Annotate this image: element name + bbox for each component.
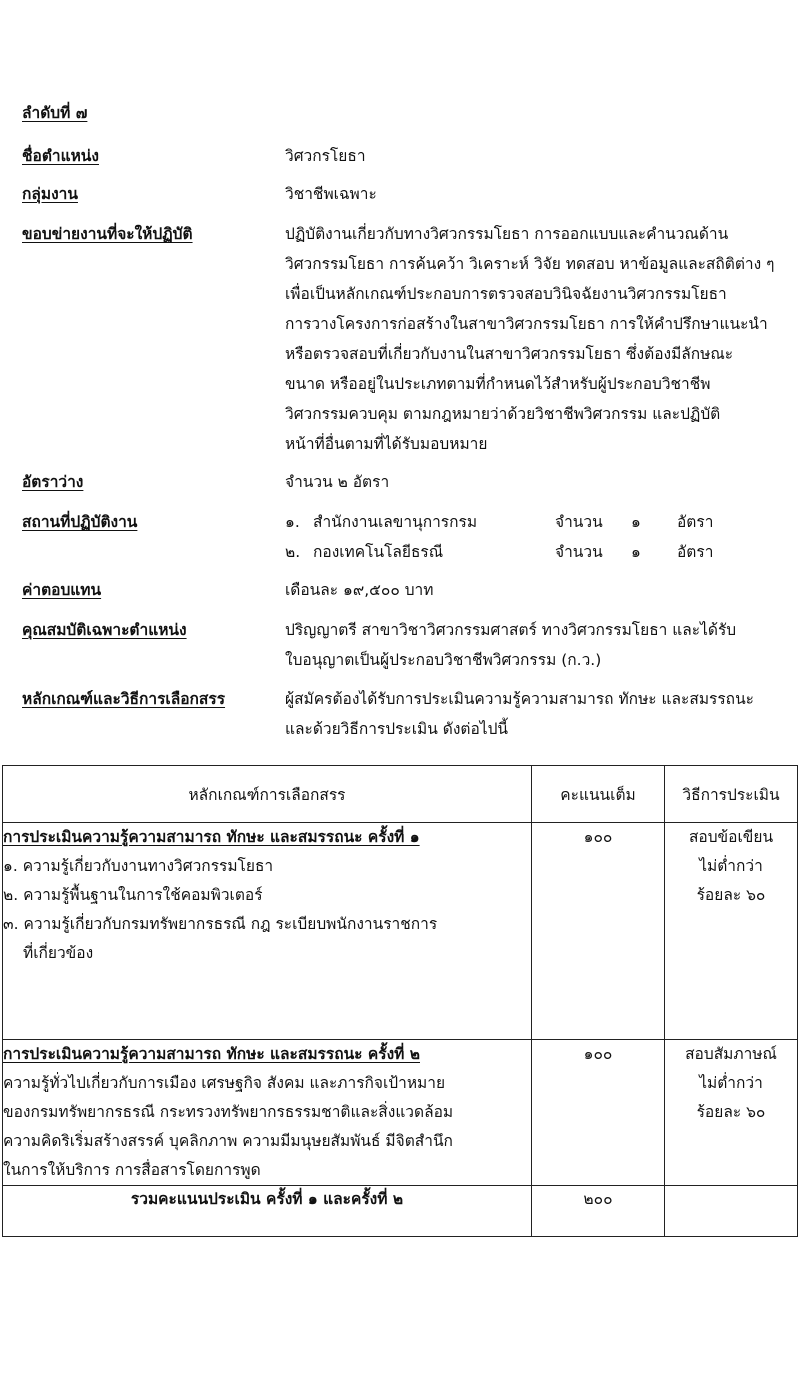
table-row	[3, 1040, 798, 1186]
round2-method-line: ไม่ต่ำกว่า	[699, 1074, 763, 1092]
scope-line: วิศวกรรมโยธา การค้นคว้า วิเคราะห์ วิจัย ทดสอบ หาข้อมูลและสถิติต่าง ๆ	[285, 255, 775, 273]
round2-line: ในการให้บริการ การสื่อสารโดยการพูด	[3, 1161, 261, 1179]
group-label: กลุ่มงาน	[22, 185, 78, 203]
position-value: วิศวกรโยธา	[285, 147, 366, 165]
qualification-line: ปริญญาตรี สาขาวิชาวิศวกรรมศาสตร์ ทางวิศวกรรมโยธา และได้รับ	[285, 621, 737, 639]
criteria-table	[2, 765, 798, 1237]
round2-score: ๑๐๐	[583, 1045, 613, 1063]
qualification-label: คุณสมบัติเฉพาะตำแหน่ง	[22, 621, 187, 639]
vacancy-value: จำนวน ๒ อัตรา	[285, 473, 390, 491]
group-value: วิชาชีพเฉพาะ	[285, 185, 377, 203]
round1-title: การประเมินความรู้ความสามารถ ทักษะ และสมรรถนะ ครั้งที่ ๑	[3, 828, 420, 846]
workplace-no: ๑.	[285, 513, 300, 531]
round1-criteria-cell	[3, 823, 532, 1040]
workplace-row	[285, 509, 765, 531]
scope-line: หน้าที่อื่นตามที่ได้รับมอบหมาย	[285, 435, 488, 453]
total-row	[3, 1186, 798, 1237]
scope-line: ขนาด หรืออยู่ในประเภทตามที่กำหนดไว้สำหรับผู้ประกอบวิชาชีพ	[285, 375, 711, 393]
table-row	[3, 823, 798, 1040]
workplace-unit: อัตรา	[677, 543, 714, 561]
scope-line: หรือตรวจสอบที่เกี่ยวกับงานในสาขาวิศวกรรมโยธา ซึ่งต้องมีลักษณะ	[285, 345, 734, 363]
workplace-qty: ๑	[631, 543, 641, 561]
vacancy-label: อัตราว่าง	[22, 473, 84, 491]
round2-line: ความคิดริเริ่มสร้างสรรค์ บุคลิกภาพ ความมีมนุษยสัมพันธ์ มีจิตสำนึก	[3, 1132, 453, 1150]
criteria-line: ผู้สมัครต้องได้รับการประเมินความรู้ความสามารถ ทักษะ และสมรรถนะ	[285, 690, 754, 708]
workplace-row	[285, 539, 765, 561]
workplace-unit: อัตรา	[677, 513, 714, 531]
scope-line: ปฏิบัติงานเกี่ยวกับทางวิศวกรรมโยธา การออกแบบและคำนวณด้าน	[285, 225, 729, 243]
round2-method-cell	[665, 1040, 798, 1186]
round1-method-cell	[665, 823, 798, 1040]
salary-label: ค่าตอบแทน	[22, 581, 102, 599]
header-criteria: หลักเกณฑ์การเลือกสรร	[3, 766, 532, 823]
table-header-row	[3, 766, 798, 823]
scope-line: เพื่อเป็นหลักเกณฑ์ประกอบการตรวจสอบวินิจฉัยงานวิศวกรรมโยธา	[285, 285, 727, 303]
header-method: วิธีการประเมิน	[665, 766, 798, 823]
round1-item-continuation: ที่เกี่ยวข้อง	[23, 944, 94, 962]
workplace-name: สำนักงานเลขานุการกรม	[313, 513, 478, 531]
round2-score-cell	[532, 1040, 665, 1186]
round1-method-line: สอบข้อเขียน	[688, 828, 774, 846]
criteria-line: และด้วยวิธีการประเมิน ดังต่อไปนี้	[285, 720, 509, 738]
position-label: ชื่อตำแหน่ง	[22, 147, 99, 165]
total-method-empty	[665, 1186, 798, 1237]
total-label: รวมคะแนนประเมิน ครั้งที่ ๑ และครั้งที่ ๒	[3, 1186, 532, 1237]
round2-title: การประเมินความรู้ความสามารถ ทักษะ และสมรรถนะ ครั้งที่ ๒	[3, 1045, 420, 1063]
round1-item: ๑. ความรู้เกี่ยวกับงานทางวิศวกรรมโยธา	[3, 857, 274, 875]
criteria-label: หลักเกณฑ์และวิธีการเลือกสรร	[22, 690, 226, 708]
round1-method-line: ร้อยละ ๖๐	[696, 886, 766, 904]
workplace-no: ๒.	[285, 543, 301, 561]
round1-method-line: ไม่ต่ำกว่า	[699, 857, 763, 875]
workplace-label: สถานที่ปฏิบัติงาน	[22, 513, 138, 531]
workplace-name: กองเทคโนโลยีธรณี	[313, 543, 444, 561]
round2-method-line: ร้อยละ ๖๐	[696, 1103, 766, 1121]
scope-label: ขอบข่ายงานที่จะให้ปฏิบัติ	[22, 225, 193, 243]
round2-line: ความรู้ทั่วไปเกี่ยวกับการเมือง เศรษฐกิจ สังคม และภารกิจเป้าหมาย	[3, 1074, 446, 1092]
total-score: ๒๐๐	[532, 1186, 665, 1237]
round2-method-line: สอบสัมภาษณ์	[685, 1045, 777, 1063]
round1-score-cell	[532, 823, 665, 1040]
scope-line: วิศวกรรมควบคุม ตามกฎหมายว่าด้วยวิชาชีพวิศวกรรม และปฏิบัติ	[285, 405, 721, 423]
salary-value: เดือนละ ๑๙,๕๐๐ บาท	[285, 581, 434, 599]
round2-criteria-cell	[3, 1040, 532, 1186]
header-full-score: คะแนนเต็ม	[532, 766, 665, 823]
round2-line: ของกรมทรัพยากรธรณี กระทรวงทรัพยากรธรรมชาติและสิ่งแวดล้อม	[3, 1103, 454, 1121]
qualification-line: ใบอนุญาตเป็นผู้ประกอบวิชาชีพวิศวกรรม (ก.ว.)	[285, 651, 602, 669]
order-label: ลำดับที่ ๗	[22, 104, 88, 122]
round1-item: ๒. ความรู้พื้นฐานในการใช้คอมพิวเตอร์	[3, 886, 263, 904]
round1-item: ๓. ความรู้เกี่ยวกับกรมทรัพยากรธรณี กฎ ระเบียบพนักงานราชการ	[3, 915, 438, 933]
workplace-qty-label: จำนวน	[555, 513, 603, 531]
round1-score: ๑๐๐	[583, 828, 613, 846]
workplace-qty-label: จำนวน	[555, 543, 603, 561]
scope-line: การวางโครงการก่อสร้างในสาขาวิศวกรรมโยธา การให้คำปรึกษาแนะนำ	[285, 315, 768, 333]
workplace-qty: ๑	[631, 513, 641, 531]
